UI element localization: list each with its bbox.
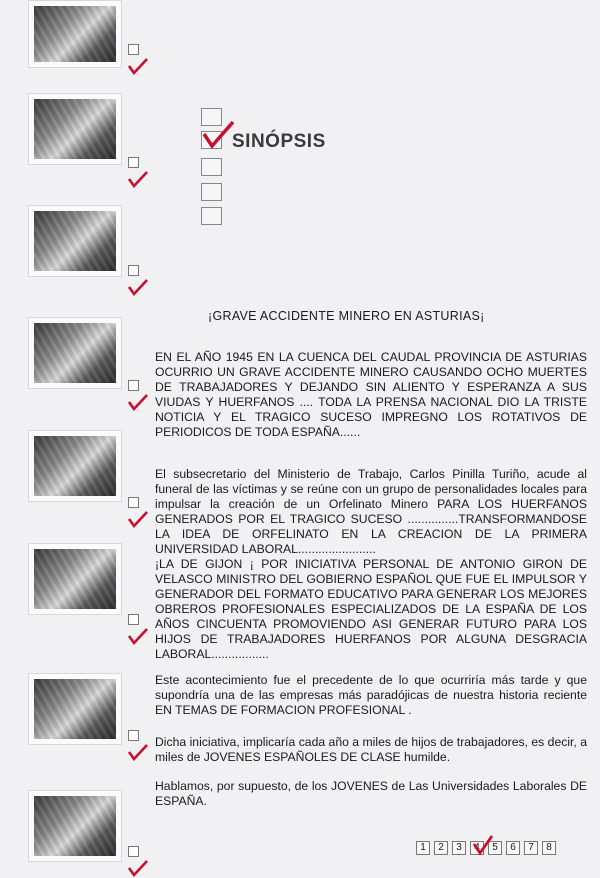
- sidebar-checkbox[interactable]: [128, 44, 139, 55]
- title-checkbox: [201, 158, 222, 176]
- paragraph-gijon: ¡LA DE GIJON ¡ POR INICIATIVA PERSONAL DE ANTONIO GIRON DE VELASCO MINISTRO DEL GOBIERNO ESPAÑOL QUE FUE EL IMPULSOR Y GENERADOR DEL FORMATO EDUCATIVO PARA GENERAR LOS MEJORES OBREROS PROFESIONALES ESPECIALIZADOS DE LA ESPAÑA DE LOS AÑOS CINCUENTA PROMOVIENDO ASI GENERAR FUTURO PARA LOS HIJOS DE TRABAJADORES HUERFANOS POR ALGUNA DESGRACIA LABORAL.................: [155, 557, 587, 661]
- red-check-icon: [127, 628, 149, 646]
- photo-officials: [28, 790, 122, 862]
- paragraph-precedent: Este acontecimiento fue el precedente de lo que ocurriría más tarde y que supondría una de las empresas más paradójicas de nuestra historia reciente EN TEMAS DE FORMACION PROFESIONAL .: [155, 673, 587, 717]
- sidebar-checkbox[interactable]: [128, 730, 139, 741]
- paragraph-iniciativa: Dicha iniciativa, implicaría cada año a miles de hijos de trabajadores, es decir, a miles de JOVENES ESPAÑOLES DE CLASE humilde.: [155, 735, 587, 764]
- photo-industrial-hall: [28, 0, 122, 68]
- page-link-8[interactable]: 8: [542, 841, 556, 855]
- title-checkbox: [201, 207, 222, 225]
- red-check-icon: [127, 394, 149, 412]
- paragraph-accident: EN EL AÑO 1945 EN LA CUENCA DEL CAUDAL PROVINCIA DE ASTURIAS OCURRIO UN GRAVE ACCIDENTE MINERO CAUSANDO OCHO MUERTES DE TRABAJADORES Y DEJANDO SIN ALIENTO Y ESPERANZA A SUS VIUDAS Y HUERFANOS .... TODA LA PRENSA NACIONAL DIO LA TRISTE NOTICIA Y EL TRAGICO SUCESO IMPREGNO LOS ROTATIVOS DE PERIODICOS DE TODA ESPAÑA......: [155, 350, 587, 439]
- page-title: SINÓPSIS: [232, 131, 326, 152]
- page-link-7[interactable]: 7: [524, 841, 538, 855]
- red-check-icon: [201, 120, 235, 150]
- sidebar-checkbox[interactable]: [128, 157, 139, 168]
- red-check-icon: [127, 860, 149, 878]
- paragraph-jovenes: Hablamos, por supuesto, de los JOVENES de Las Universidades Laborales DE ESPAÑA.: [155, 779, 587, 808]
- page-link-3[interactable]: 3: [452, 841, 466, 855]
- sidebar-checkbox[interactable]: [128, 265, 139, 276]
- sidebar-checkbox[interactable]: [128, 497, 139, 508]
- sidebar-checkbox[interactable]: [128, 380, 139, 391]
- page-link-1[interactable]: 1: [416, 841, 430, 855]
- page-link-2[interactable]: 2: [434, 841, 448, 855]
- photo-campus-aerial: [28, 543, 122, 615]
- page-link-6[interactable]: 6: [506, 841, 520, 855]
- paragraph-subsecretario: El subsecretario del Ministerio de Trabajo, Carlos Pinilla Turiño, acude al funeral de las víctimas y se reúne con un grupo de personalidades locales para impulsar la creación de un Orfelinato Minero PARA LOS HUERFANOS GENERADOS POR EL TRAGICO SUCESO ...............TRANSFORMANDOSE LA IDEA DE ORFELINATO EN LA CREACION DE LA PRIMERA UNIVERSIDAD LABORAL.......................: [155, 467, 587, 556]
- page-link-4[interactable]: 4: [470, 841, 484, 855]
- current-page-check-icon: [472, 834, 494, 856]
- red-check-icon: [127, 58, 149, 76]
- title-checkbox: [201, 183, 222, 201]
- red-check-icon: [127, 279, 149, 297]
- photo-workshop: [28, 205, 122, 277]
- headline: ¡GRAVE ACCIDENTE MINERO EN ASTURIAS¡: [208, 309, 485, 323]
- page-link-5[interactable]: 5: [488, 841, 502, 855]
- photo-boys-group: [28, 93, 122, 165]
- red-check-icon: [127, 171, 149, 189]
- sidebar-checkbox[interactable]: [128, 846, 139, 857]
- photo-swimmers: [28, 317, 122, 389]
- photo-dormitory: [28, 430, 122, 502]
- photo-gymnast: [28, 673, 122, 745]
- red-check-icon: [127, 511, 149, 529]
- sidebar-checkbox[interactable]: [128, 614, 139, 625]
- red-check-icon: [127, 744, 149, 762]
